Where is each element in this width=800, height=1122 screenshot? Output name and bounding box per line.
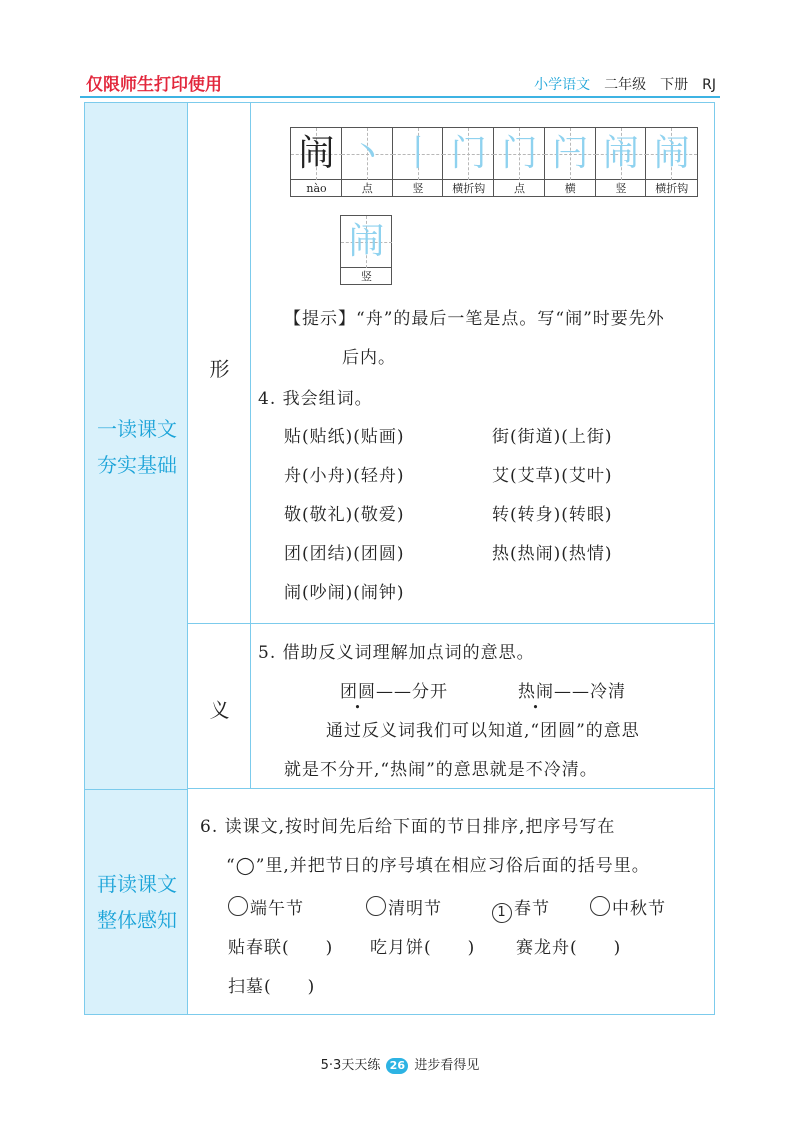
section-title-first-line1: 一读课文 — [97, 417, 177, 441]
section-title-second-line2: 整体感知 — [97, 908, 177, 932]
row-label-xing: 形 — [209, 357, 230, 381]
subject-label: 小学语文 — [534, 77, 591, 93]
hint-line2: 后内。 — [342, 348, 396, 368]
stroke-char: 丶 — [349, 133, 386, 174]
stroke-name: 竖 — [412, 182, 424, 195]
q5-antonym-pair-2 — [518, 677, 626, 702]
q4-left-item: 敬(敬礼)(敬爱) — [284, 505, 405, 525]
festival-item — [228, 894, 304, 919]
q5-antonym-pair-1 — [340, 677, 448, 702]
grade-label: 二年级 — [604, 77, 647, 93]
section-column — [84, 102, 188, 1015]
stroke-name: nào — [306, 182, 327, 195]
page-footer — [0, 1054, 800, 1074]
q4-left-item: 闹(吵闹)(闹钟) — [284, 583, 405, 603]
row-label-cell-xing — [188, 102, 251, 624]
stroke-char: 门 — [450, 133, 487, 174]
custom-item[interactable]: 贴春联( ) — [228, 938, 334, 958]
q4-left-item: 团(团结)(团圆) — [284, 544, 405, 564]
stroke-name: 竖 — [361, 270, 372, 283]
festival-name: 中秋节 — [612, 899, 666, 919]
stroke-name: 点 — [514, 182, 525, 195]
q4-left-item: 贴(贴纸)(贴画) — [284, 427, 405, 447]
stroke-box — [494, 128, 545, 196]
q4-right-item: 艾(艾草)(艾叶) — [492, 466, 613, 486]
q5-title: 5. 借助反义词理解加点词的意思。 — [258, 643, 535, 663]
stroke-box — [393, 128, 444, 196]
row-label-yi: 义 — [209, 698, 230, 722]
section-title-first-line2: 夯实基础 — [97, 453, 177, 477]
q4-title: 4. 我会组词。 — [258, 389, 373, 409]
festival-item — [492, 894, 550, 923]
term-label: 下册 — [660, 77, 689, 93]
antonym-text: ——分开 — [376, 682, 448, 702]
brand-label: 5·3天天练 — [320, 1058, 381, 1073]
stroke-order-grid-continued — [340, 215, 392, 285]
q6-line2: “◯”里,并把节日的序号填在相应习俗后面的括号里。 — [226, 856, 650, 876]
stroke-box — [443, 128, 494, 196]
stroke-name: 点 — [361, 182, 373, 195]
q5-explain-line1: 通过反义词我们可以知道,“团圆”的意思 — [326, 721, 640, 741]
q4-right-item: 转(转身)(转眼) — [492, 505, 613, 525]
stroke-char: 闩 — [552, 133, 589, 174]
q4-right-item: 街(街道)(上街) — [492, 427, 613, 447]
custom-item[interactable]: 吃月饼( ) — [370, 938, 476, 958]
stroke-name: 竖 — [615, 182, 627, 195]
custom-item[interactable]: 赛龙舟( ) — [516, 938, 622, 958]
custom-item[interactable]: 扫墓( ) — [228, 977, 316, 997]
festival-name: 清明节 — [388, 899, 442, 919]
stroke-name: 横 — [564, 182, 576, 195]
order-circle[interactable] — [228, 896, 248, 916]
stroke-char: 丨 — [399, 133, 436, 174]
dotted-word: 团圆 — [340, 682, 376, 702]
stroke-box — [596, 128, 647, 196]
header-divider — [80, 96, 720, 98]
q4-left-item: 舟(小舟)(轻舟) — [284, 466, 405, 486]
section-title-second-line1: 再读课文 — [97, 872, 177, 896]
slogan-label: 进步看得见 — [414, 1058, 480, 1073]
festival-item — [366, 894, 442, 919]
stroke-name: 横折钩 — [655, 182, 689, 195]
stroke-box — [342, 128, 393, 196]
stroke-name: 横折钩 — [452, 182, 486, 195]
order-circle[interactable] — [366, 896, 386, 916]
dotted-word: 热闹 — [518, 682, 554, 702]
stroke-order-grid — [290, 127, 698, 197]
festival-item — [590, 894, 666, 919]
section-divider — [85, 789, 187, 790]
book-info — [534, 74, 716, 94]
q6-line1: 6. 读课文,按时间先后给下面的节日排序,把序号写在 — [200, 817, 616, 837]
stroke-char: 闹 — [348, 221, 385, 262]
q5-explain-line2: 就是不分开,“热闹”的意思就是不冷清。 — [284, 760, 598, 780]
festival-name: 端午节 — [250, 899, 304, 919]
page-number: 26 — [386, 1058, 408, 1074]
print-restriction-note: 仅限师生打印使用 — [86, 75, 222, 95]
q4-right-item: 热(热闹)(热情) — [492, 544, 613, 564]
stroke-box — [341, 216, 390, 284]
row-label-cell-yi — [188, 624, 251, 789]
stroke-char: 闹 — [298, 133, 335, 174]
antonym-text: ——冷清 — [554, 682, 626, 702]
hint-line1: 【提示】“舟”的最后一笔是点。写“闹”时要先外 — [284, 309, 665, 329]
festival-name: 春节 — [514, 899, 550, 919]
stroke-char: 门 — [501, 133, 538, 174]
order-circle[interactable] — [590, 896, 610, 916]
stroke-char: 闹 — [602, 133, 639, 174]
stroke-box — [291, 128, 342, 196]
stroke-box — [646, 128, 697, 196]
edition-label: RJ — [702, 77, 716, 93]
stroke-box — [545, 128, 596, 196]
stroke-char: 闹 — [653, 133, 690, 174]
order-circle[interactable]: 1 — [492, 903, 512, 923]
